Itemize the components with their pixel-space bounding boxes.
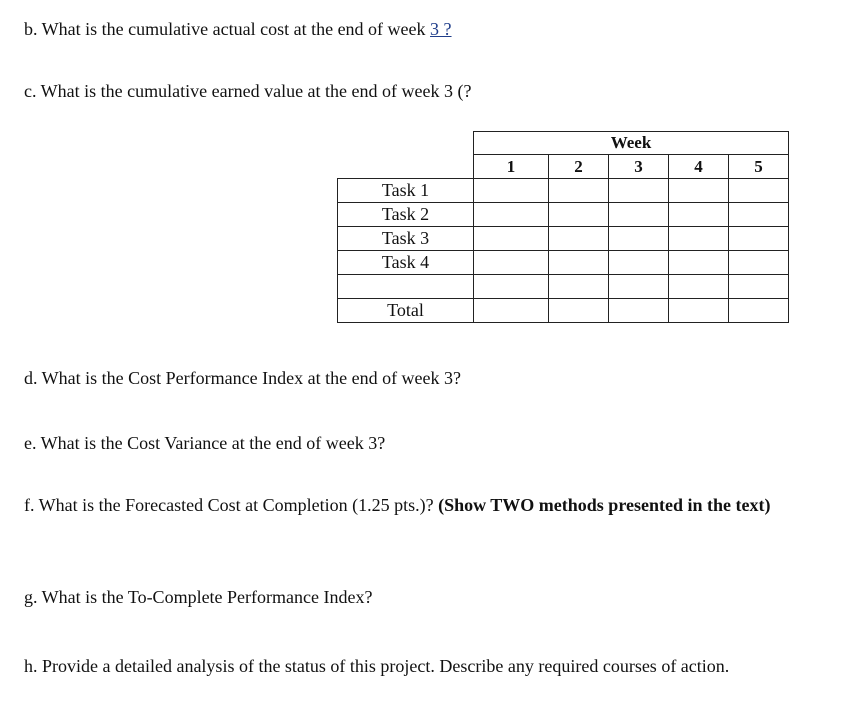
task-2-week-1-cell <box>474 203 549 227</box>
blank-row-week-2-cell <box>549 275 609 299</box>
week-cost-table <box>337 131 789 323</box>
question-d <box>24 367 461 390</box>
table-row <box>338 179 789 203</box>
week-number-row <box>338 155 789 179</box>
task-1-week-2-cell <box>549 179 609 203</box>
week-header-row <box>338 132 789 155</box>
week-2-header: 2 <box>549 155 609 179</box>
task-1-label: Task 1 <box>338 179 474 203</box>
task-4-label: Task 4 <box>338 251 474 275</box>
total-week-4-cell <box>669 299 729 323</box>
total-week-3-cell <box>609 299 669 323</box>
week-4-header: 4 <box>669 155 729 179</box>
table-row <box>338 275 789 299</box>
question-e-text: e. What is the Cost Variance at the end of week 3? <box>24 433 386 453</box>
question-c <box>24 80 471 103</box>
total-row <box>338 299 789 323</box>
task-2-week-5-cell <box>729 203 789 227</box>
week-header: Week <box>474 132 789 155</box>
table-row <box>338 227 789 251</box>
blank-row-week-3-cell <box>609 275 669 299</box>
total-week-2-cell <box>549 299 609 323</box>
table-corner-2 <box>338 155 474 179</box>
question-h-text: h. Provide a detailed analysis of the status of this project. Describe any required courses of action. <box>24 656 730 676</box>
question-d-text: d. What is the Cost Performance Index at the end of week 3? <box>24 368 462 388</box>
task-4-week-1-cell <box>474 251 549 275</box>
task-2-label: Task 2 <box>338 203 474 227</box>
question-b-text: b. What is the cumulative actual cost at the end of week <box>24 19 431 39</box>
task-4-week-3-cell <box>609 251 669 275</box>
task-1-week-4-cell <box>669 179 729 203</box>
total-label: Total <box>338 299 474 323</box>
question-h <box>24 655 784 678</box>
task-3-week-3-cell <box>609 227 669 251</box>
question-b <box>24 18 452 41</box>
blank-row-label <box>338 275 474 299</box>
question-c-text: c. What is the cumulative earned value at the end of week 3 (? <box>24 81 472 101</box>
task-3-week-4-cell <box>669 227 729 251</box>
task-2-week-3-cell <box>609 203 669 227</box>
task-1-week-1-cell <box>474 179 549 203</box>
question-f-text: f. What is the Forecasted Cost at Completion (1.25 pts.)? <box>24 495 439 515</box>
task-1-week-3-cell <box>609 179 669 203</box>
task-4-week-2-cell <box>549 251 609 275</box>
task-3-label: Task 3 <box>338 227 474 251</box>
week-5-header: 5 <box>729 155 789 179</box>
table-corner <box>338 132 474 155</box>
table-row <box>338 251 789 275</box>
task-1-week-5-cell <box>729 179 789 203</box>
task-4-week-4-cell <box>669 251 729 275</box>
total-week-5-cell <box>729 299 789 323</box>
task-2-week-2-cell <box>549 203 609 227</box>
blank-row-week-4-cell <box>669 275 729 299</box>
question-e <box>24 432 385 455</box>
table-row <box>338 203 789 227</box>
blank-row-week-1-cell <box>474 275 549 299</box>
task-3-week-1-cell <box>474 227 549 251</box>
task-4-week-5-cell <box>729 251 789 275</box>
task-3-week-5-cell <box>729 227 789 251</box>
task-3-week-2-cell <box>549 227 609 251</box>
total-week-1-cell <box>474 299 549 323</box>
week-1-header: 1 <box>474 155 549 179</box>
question-g-text: g. What is the To-Complete Performance Index? <box>24 587 373 607</box>
blank-row-week-5-cell <box>729 275 789 299</box>
week-3-header: 3 <box>609 155 669 179</box>
question-f-bold: (Show TWO methods presented in the text) <box>438 495 771 515</box>
task-2-week-4-cell <box>669 203 729 227</box>
question-g <box>24 586 372 609</box>
question-f <box>24 494 804 517</box>
question-b-link[interactable]: 3 ? <box>430 19 452 39</box>
